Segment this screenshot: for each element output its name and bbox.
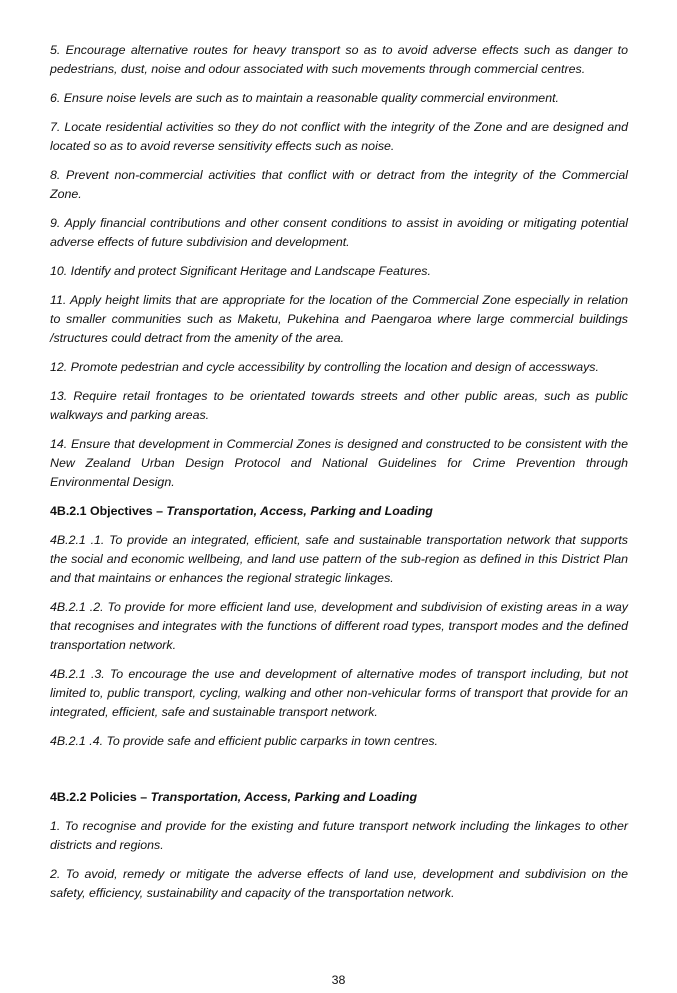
- intro-item-7: 7. Locate residential activities so they do not conflict with the integrity of the Zone and are designed and located so as to avoid reverse sensitivity effects such as noise.: [50, 120, 628, 153]
- objective-item-2: 4B.2.1 .2. To provide for more efficient land use, development and subdivision of existing areas in a way that recognises and integrates with the functions of different road types, transport modes and the defined transportation network.: [50, 600, 628, 652]
- intro-item-9: 9. Apply financial contributions and other consent conditions to assist in avoiding or mitigating potential adverse effects of future subdivision and development.: [50, 216, 628, 249]
- policy-item-2: 2. To avoid, remedy or mitigate the adverse effects of land use, development and subdivision on the safety, efficiency, sustainability and capacity of the transportation network.: [50, 867, 628, 900]
- objectives-heading-prefix: 4B.2.1 Objectives –: [50, 504, 167, 518]
- document-page: [50, 41, 628, 913]
- intro-item-13: 13. Require retail frontages to be orientated towards streets and other public areas, such as public walkways and parking areas.: [50, 389, 628, 422]
- section-spacer: [50, 761, 628, 788]
- intro-item-6: 6. Ensure noise levels are such as to maintain a reasonable quality commercial environment.: [50, 91, 559, 105]
- objectives-heading-title: Transportation, Access, Parking and Loading: [166, 504, 433, 518]
- policies-heading-prefix: 4B.2.2 Policies –: [50, 790, 151, 804]
- intro-item-12: 12. Promote pedestrian and cycle accessibility by controlling the location and design of accessways.: [50, 360, 599, 374]
- intro-item-10: 10. Identify and protect Significant Heritage and Landscape Features.: [50, 264, 431, 278]
- policies-heading: [50, 788, 628, 807]
- policy-item-1: 1. To recognise and provide for the existing and future transport network including the linkages to other districts and regions.: [50, 819, 628, 852]
- objective-item-3: 4B.2.1 .3. To encourage the use and development of alternative modes of transport including, but not limited to, public transport, cycling, walking and other non-vehicular forms of transport that provide for an integrated, efficient, safe and sustainable transport network.: [50, 667, 628, 719]
- intro-item-11: 11. Apply height limits that are appropriate for the location of the Commercial Zone especially in relation to smaller communities such as Maketu, Pukehina and Paengaroa where large commercial buildings /structures could detract from the amenity of the area.: [50, 293, 628, 345]
- policies-heading-title: Transportation, Access, Parking and Loading: [150, 790, 418, 804]
- page-number: 38: [331, 973, 346, 987]
- objective-item-1: 4B.2.1 .1. To provide an integrated, efficient, safe and sustainable transportation network that supports the social and economic wellbeing, and land use pattern of the sub-region as defined in this District Plan and that maintains or enhances the regional strategic linkages.: [50, 533, 628, 585]
- objectives-heading: [50, 502, 628, 521]
- intro-item-14: 14. Ensure that development in Commercial Zones is designed and constructed to be consistent with the New Zealand Urban Design Protocol and National Guidelines for Crime Prevention through Environmental Design.: [50, 437, 628, 489]
- intro-item-5: 5. Encourage alternative routes for heavy transport so as to avoid adverse effects such as danger to pedestrians, dust, noise and odour associated with such movements through commercial centres.: [50, 43, 628, 76]
- intro-item-8: 8. Prevent non-commercial activities that conflict with or detract from the integrity of the Commercial Zone.: [50, 168, 628, 201]
- objective-item-4: 4B.2.1 .4. To provide safe and efficient public carparks in town centres.: [50, 734, 438, 748]
